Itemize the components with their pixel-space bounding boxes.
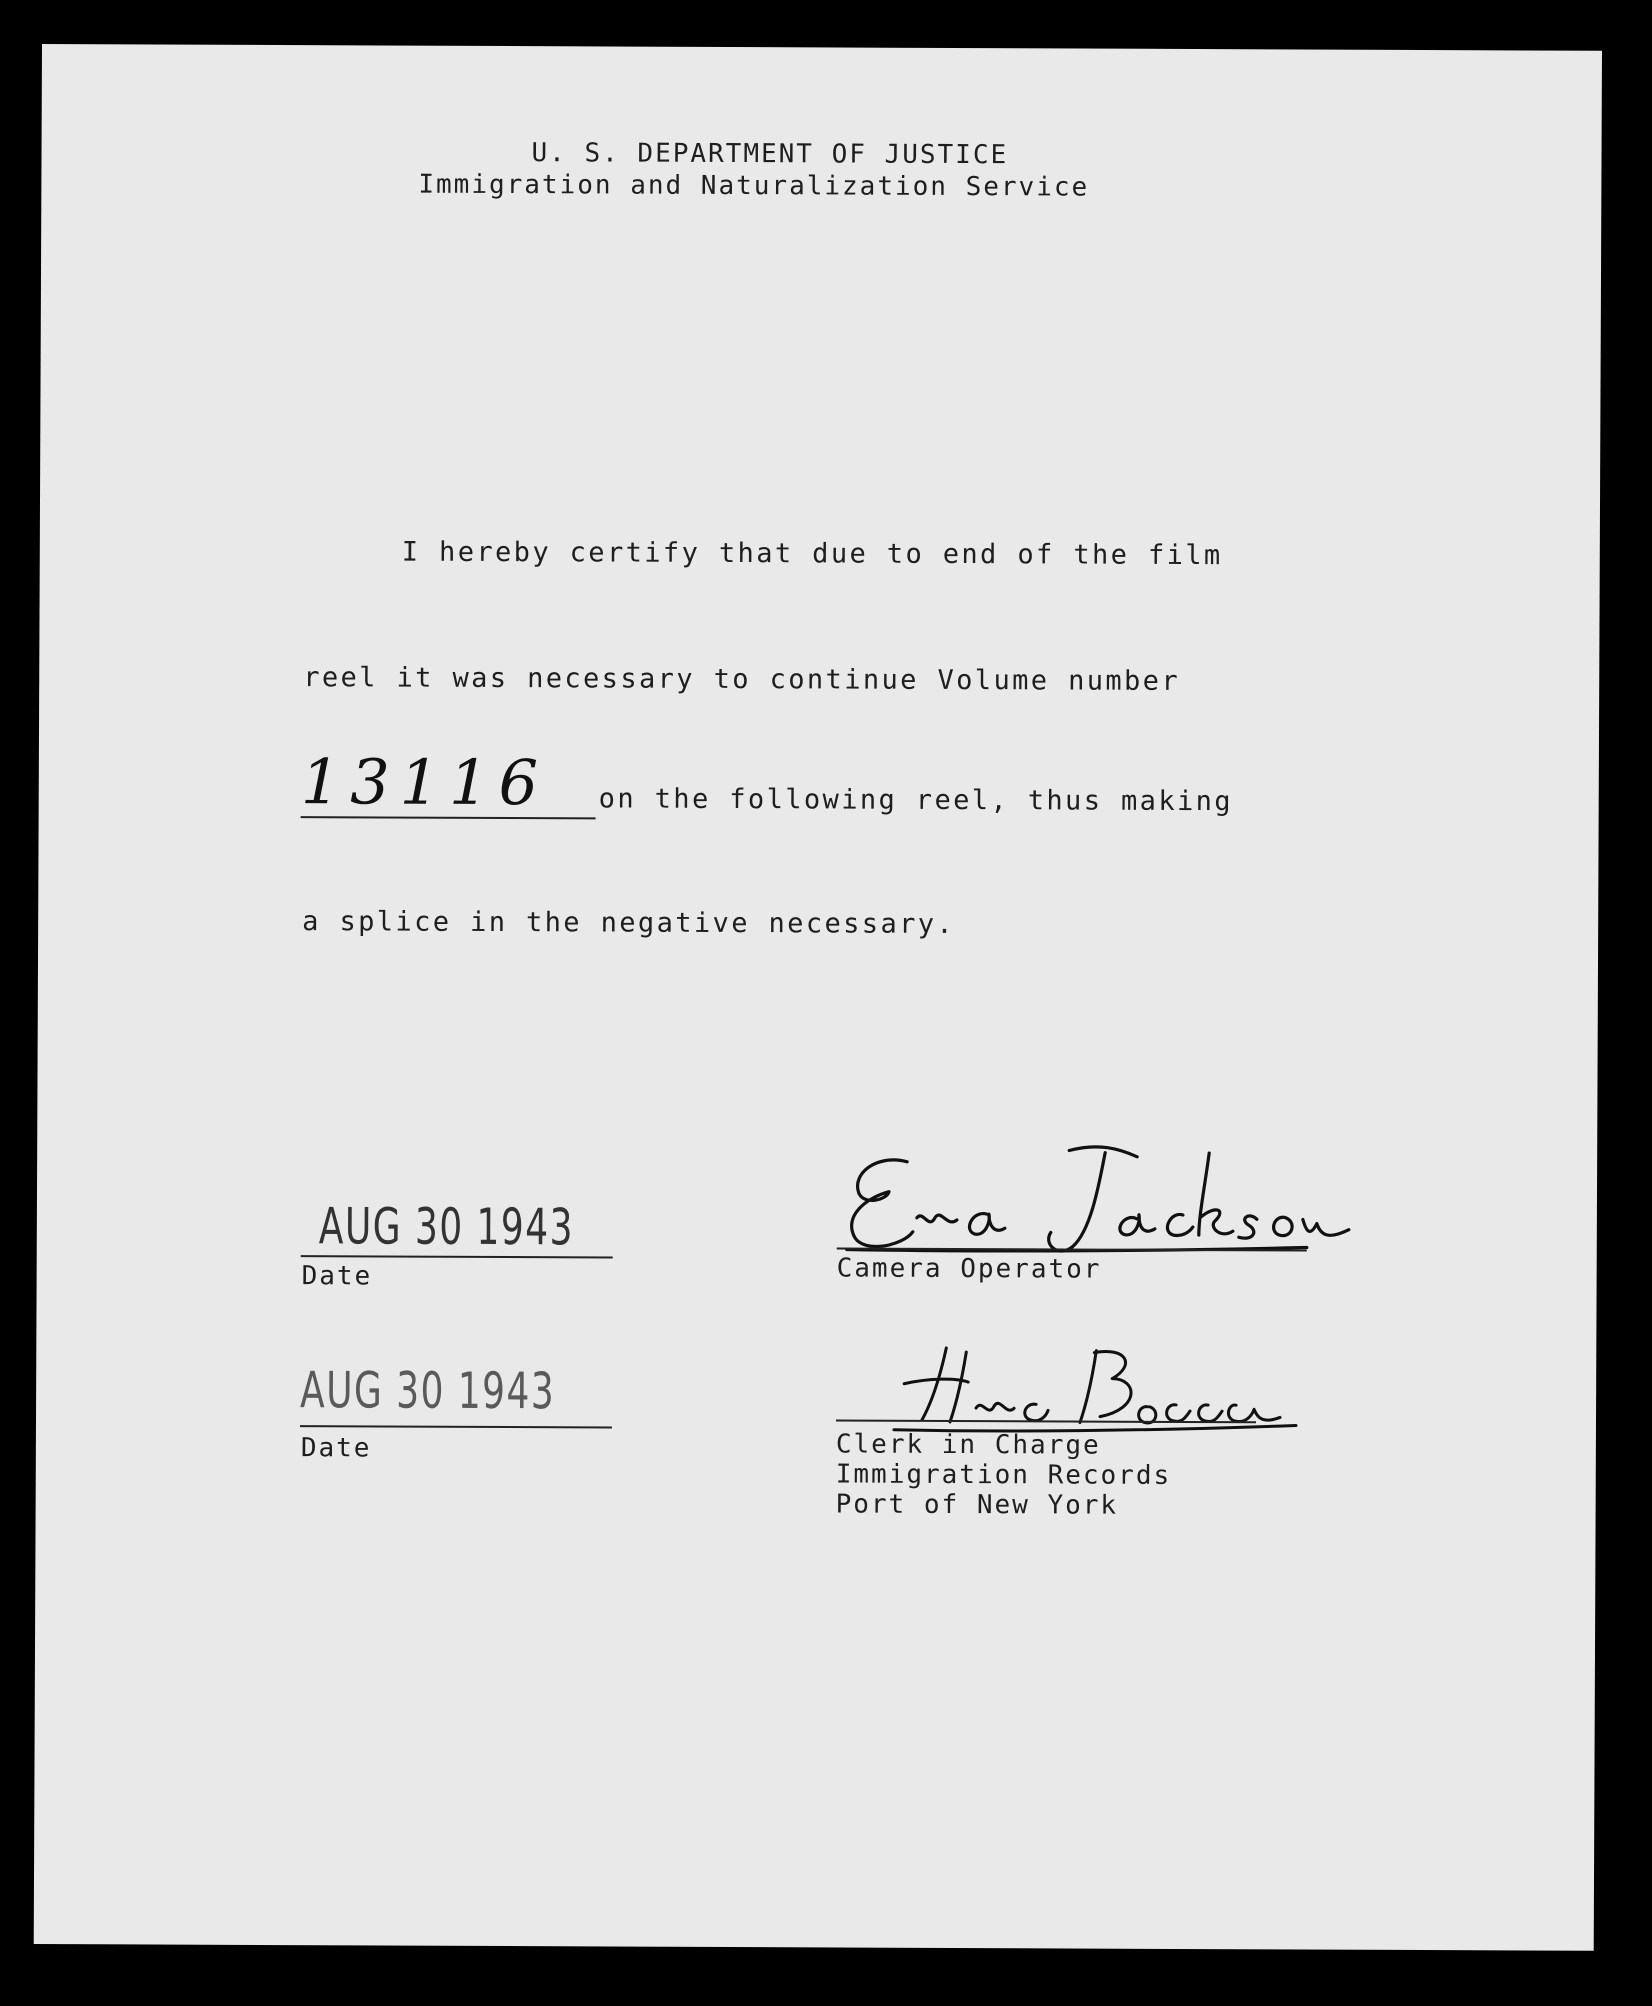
date-stamp-1: AUG 30 1943 [318, 1197, 574, 1257]
volume-number-handwritten: 13116 [300, 745, 549, 820]
certification-line-4: a splice in the negative necessary. [302, 906, 956, 940]
department-heading: U. S. DEPARTMENT OF JUSTICE [531, 138, 1009, 171]
clerk-title-line-3: Port of New York [835, 1489, 1119, 1521]
certification-line-1: I hereby certify that due to end of the film [401, 536, 1223, 572]
service-heading: Immigration and Naturalization Service [418, 169, 1090, 203]
date-2-label: Date [300, 1433, 372, 1464]
date-stamp-2: AUG 30 1943 [300, 1361, 556, 1421]
certification-line-2: reel it was necessary to continue Volume number [303, 662, 1181, 697]
date-1-underline [301, 1255, 613, 1258]
document-page [34, 44, 1602, 1951]
clerk-signature [886, 1338, 1316, 1440]
camera-operator-signature [837, 1133, 1358, 1265]
certification-line-3: on the following reel, thus making [598, 783, 1234, 818]
clerk-title-line-2: Immigration Records [835, 1459, 1172, 1491]
date-1-label: Date [301, 1261, 373, 1292]
clerk-title-line-1: Clerk in Charge [835, 1429, 1101, 1461]
volume-number-underline [301, 816, 596, 819]
camera-operator-label: Camera Operator [836, 1253, 1102, 1285]
date-2-underline [300, 1425, 612, 1428]
